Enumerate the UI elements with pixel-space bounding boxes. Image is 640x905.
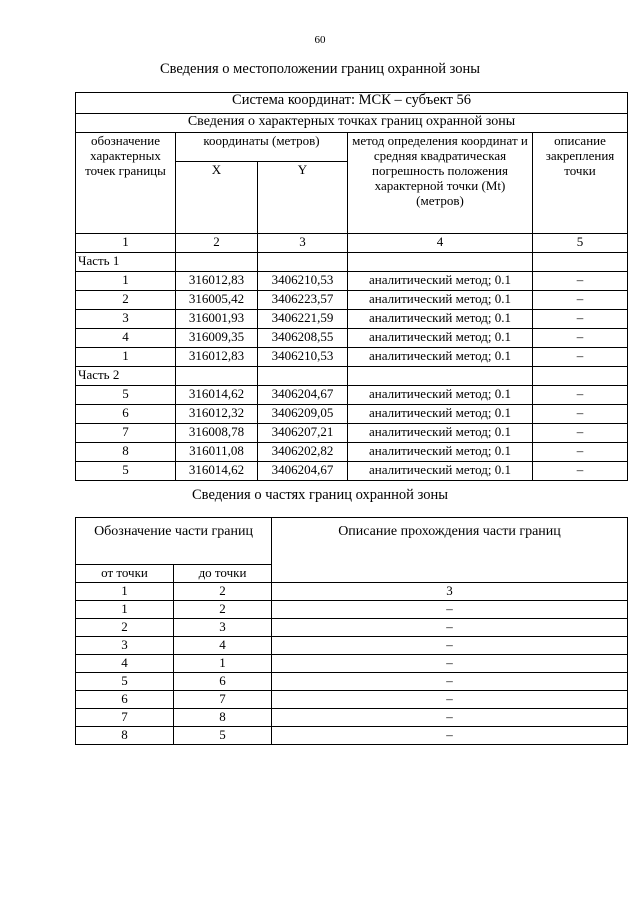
table-row	[76, 637, 628, 655]
coord-x: 316011,08	[176, 443, 258, 462]
method: аналитический метод; 0.1	[348, 386, 533, 405]
header-coords: координаты (метров)	[176, 133, 348, 162]
fixing: –	[533, 348, 628, 367]
point-id: 5	[76, 386, 176, 405]
coordinates-table	[75, 92, 628, 481]
from-point: 3	[76, 637, 174, 655]
table-row	[76, 619, 628, 637]
table-row	[76, 405, 628, 424]
part-description: –	[272, 655, 628, 673]
coord-x: 316008,78	[176, 424, 258, 443]
fixing: –	[533, 462, 628, 481]
coord-y: 3406221,59	[258, 310, 348, 329]
part-description: –	[272, 709, 628, 727]
coord-x: 316012,32	[176, 405, 258, 424]
table-row	[76, 348, 628, 367]
point-id: 1	[76, 272, 176, 291]
coord-x: 316009,35	[176, 329, 258, 348]
col-num: 3	[258, 234, 348, 253]
header-x: X	[176, 162, 258, 234]
header-part-description: Описание прохождения части границ	[272, 518, 628, 583]
col-num: 5	[533, 234, 628, 253]
part-description: –	[272, 619, 628, 637]
table-row	[76, 291, 628, 310]
fixing: –	[533, 272, 628, 291]
method: аналитический метод; 0.1	[348, 291, 533, 310]
section-title-location: Сведения о местоположении границ охранной зоны	[159, 61, 480, 77]
from-point: 4	[76, 655, 174, 673]
fixing: –	[533, 405, 628, 424]
method: аналитический метод; 0.1	[348, 443, 533, 462]
col-num: 4	[348, 234, 533, 253]
to-point: 7	[174, 691, 272, 709]
fixing: –	[533, 310, 628, 329]
coord-y: 3406202,82	[258, 443, 348, 462]
to-point: 4	[174, 637, 272, 655]
header-from: от точки	[76, 565, 174, 583]
part-description: –	[272, 637, 628, 655]
fixing: –	[533, 443, 628, 462]
coord-y: 3406207,21	[258, 424, 348, 443]
coord-x: 316014,62	[176, 386, 258, 405]
fixing: –	[533, 424, 628, 443]
from-point: 6	[76, 691, 174, 709]
method: аналитический метод; 0.1	[348, 272, 533, 291]
table-row	[76, 424, 628, 443]
table-row	[76, 691, 628, 709]
to-point: 5	[174, 727, 272, 745]
fixing: –	[533, 386, 628, 405]
part-description: –	[272, 691, 628, 709]
part-label: Часть 1	[76, 253, 176, 272]
coord-y: 3406210,53	[258, 348, 348, 367]
point-id: 1	[76, 348, 176, 367]
header-y: Y	[258, 162, 348, 234]
point-id: 8	[76, 443, 176, 462]
col-num: 2	[174, 583, 272, 601]
from-point: 1	[76, 601, 174, 619]
page-number: 60	[314, 34, 326, 46]
section-title-parts: Сведения о частях границ охранной зоны	[192, 487, 448, 503]
to-point: 3	[174, 619, 272, 637]
coord-x: 316005,42	[176, 291, 258, 310]
from-point: 2	[76, 619, 174, 637]
part-label: Часть 2	[76, 367, 176, 386]
table-row	[76, 601, 628, 619]
method: аналитический метод; 0.1	[348, 462, 533, 481]
coord-x: 316001,93	[176, 310, 258, 329]
method: аналитический метод; 0.1	[348, 405, 533, 424]
table-row	[76, 727, 628, 745]
coord-x: 316012,83	[176, 272, 258, 291]
table-row	[76, 272, 628, 291]
point-id: 4	[76, 329, 176, 348]
point-id: 6	[76, 405, 176, 424]
coord-y: 3406204,67	[258, 386, 348, 405]
point-id: 2	[76, 291, 176, 310]
fixing: –	[533, 329, 628, 348]
table-row	[76, 673, 628, 691]
table-row	[76, 443, 628, 462]
parts-table	[75, 517, 628, 745]
point-id: 7	[76, 424, 176, 443]
table-row	[76, 329, 628, 348]
to-point: 1	[174, 655, 272, 673]
from-point: 5	[76, 673, 174, 691]
table-row	[76, 462, 628, 481]
col-num: 3	[272, 583, 628, 601]
col-num: 1	[76, 583, 174, 601]
coord-x: 316012,83	[176, 348, 258, 367]
coord-x: 316014,62	[176, 462, 258, 481]
method: аналитический метод; 0.1	[348, 424, 533, 443]
coord-y: 3406204,67	[258, 462, 348, 481]
method: аналитический метод; 0.1	[348, 348, 533, 367]
to-point: 2	[174, 601, 272, 619]
header-designation: обозначение характерных точек границы	[76, 133, 176, 234]
part-description: –	[272, 673, 628, 691]
part-description: –	[272, 601, 628, 619]
from-point: 7	[76, 709, 174, 727]
method: аналитический метод; 0.1	[348, 329, 533, 348]
table-row	[76, 310, 628, 329]
table-row	[76, 386, 628, 405]
header-part-designation: Обозначение части границ	[76, 518, 272, 565]
col-num: 2	[176, 234, 258, 253]
coord-y: 3406210,53	[258, 272, 348, 291]
coord-table-subtitle: Сведения о характерных точках границ охранной зоны	[76, 114, 628, 133]
coordinate-system: Система координат: МСК – субъект 56	[76, 93, 628, 114]
fixing: –	[533, 291, 628, 310]
header-fixing: описание закрепления точки	[533, 133, 628, 234]
to-point: 6	[174, 673, 272, 691]
point-id: 5	[76, 462, 176, 481]
from-point: 8	[76, 727, 174, 745]
table-row	[76, 709, 628, 727]
to-point: 8	[174, 709, 272, 727]
coord-y: 3406209,05	[258, 405, 348, 424]
col-num: 1	[76, 234, 176, 253]
point-id: 3	[76, 310, 176, 329]
coord-y: 3406208,55	[258, 329, 348, 348]
coord-y: 3406223,57	[258, 291, 348, 310]
header-method: метод определения координат и средняя квадратическая погрешность положения характерной точки (Mt) (метров)	[348, 133, 533, 234]
part-description: –	[272, 727, 628, 745]
header-to: до точки	[174, 565, 272, 583]
method: аналитический метод; 0.1	[348, 310, 533, 329]
table-row	[76, 655, 628, 673]
